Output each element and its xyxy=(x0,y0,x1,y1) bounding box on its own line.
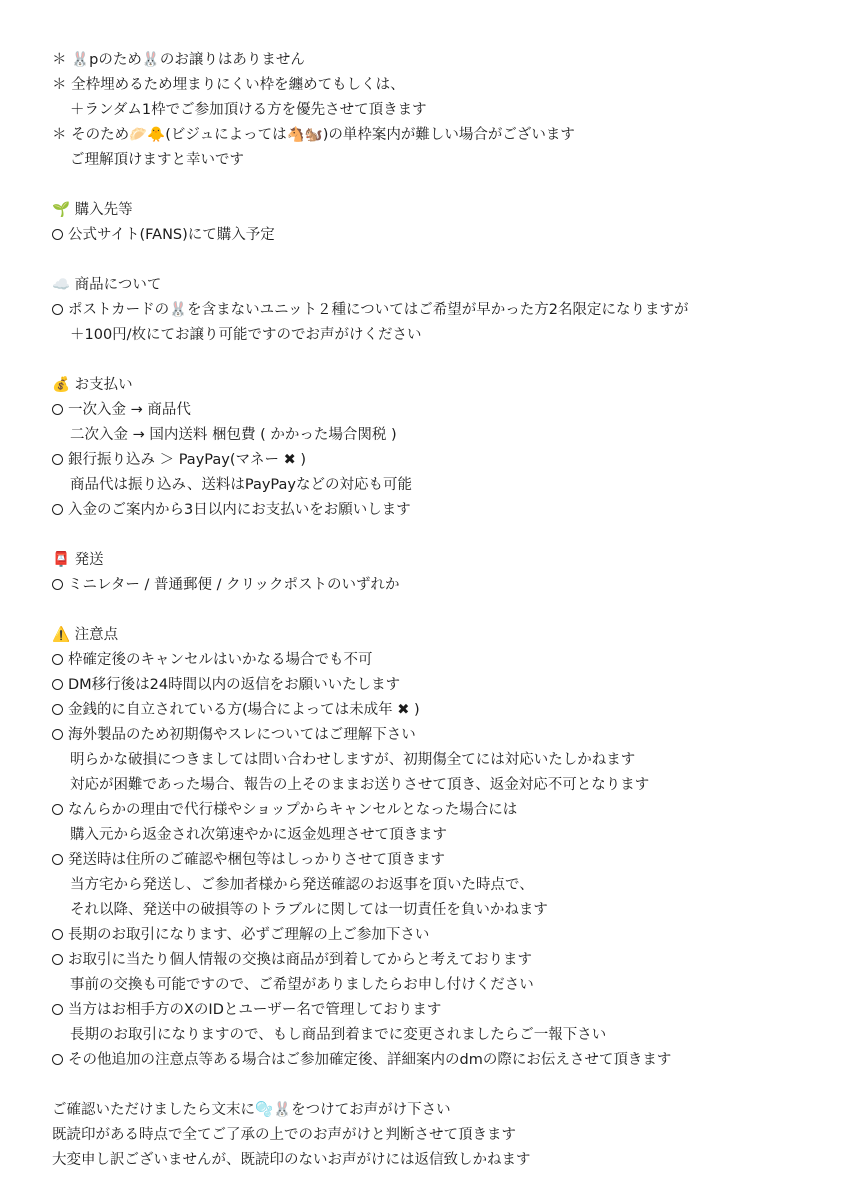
list-item-text: 発送時は住所のご確認や梱包等はしっかりさせて頂きます xyxy=(68,852,445,868)
list-item-continuation: 対応が困難であった場合、報告の上そのままお送りさせて頂き、返金対応不可となります xyxy=(70,777,650,793)
list-item-continuation: 商品代は振り込み、送料はPayPayなどの対応も可能 xyxy=(70,477,412,493)
document-body xyxy=(52,48,832,1173)
list-item xyxy=(52,948,832,973)
closing-line-3: 大変申し訳ございませんが、既読印のないお声がけには返信致しかねます xyxy=(52,1152,531,1168)
intro-line-5: ご理解頂けますと幸いです xyxy=(70,152,244,168)
list-item xyxy=(52,923,832,948)
list-item-text: 当方はお相手方のXのIDとユーザー名で管理しております xyxy=(68,1002,442,1018)
list-item-continuation: ＋100円/枚にてお譲り可能ですのでお声がけください xyxy=(70,327,422,343)
closing-line-1: ご確認いただけましたら文末に🫧🐰をつけてお声がけ下さい xyxy=(52,1102,451,1118)
section-heading-product: ☁️ 商品について xyxy=(52,277,162,293)
list-item-continuation: 明らかな破損につきましては問い合わせしますが、初期傷全てには対応いたしかねます xyxy=(70,752,636,768)
circle-bullet-icon xyxy=(52,654,63,665)
intro-line-4: ＊ そのため🥟🐥(ビジュによっては🐴🐿️)の単枠案内が難しい場合がございます xyxy=(52,127,575,143)
list-item xyxy=(52,223,832,248)
circle-bullet-icon xyxy=(52,404,63,415)
list-item xyxy=(52,798,832,823)
list-item-text: 公式サイト(FANS)にて購入予定 xyxy=(68,227,275,243)
circle-bullet-icon xyxy=(52,704,63,715)
section-heading-purchase: 🌱 購入先等 xyxy=(52,202,133,218)
list-item xyxy=(52,398,832,423)
list-item-text: お取引に当たり個人情報の交換は商品が到着してからと考えております xyxy=(68,952,532,968)
section-heading-notes: ⚠️ 注意点 xyxy=(52,627,119,643)
list-item-text: 入金のご案内から3日以内にお支払いをお願いします xyxy=(68,502,411,518)
list-item xyxy=(52,573,832,598)
list-item-text: DM移行後は24時間以内の返信をお願いいたします xyxy=(68,677,401,693)
circle-bullet-icon xyxy=(52,929,63,940)
circle-bullet-icon xyxy=(52,579,63,590)
list-item-text: その他追加の注意点等ある場合はご参加確定後、詳細案内のdmの際にお伝えさせて頂きます xyxy=(68,1052,672,1068)
circle-bullet-icon xyxy=(52,229,63,240)
list-item xyxy=(52,723,832,748)
list-item xyxy=(52,673,832,698)
list-item xyxy=(52,1048,832,1073)
list-item-continuation: 二次入金 → 国内送料 梱包費 ( かかった場合関税 ) xyxy=(70,427,397,443)
circle-bullet-icon xyxy=(52,454,63,465)
circle-bullet-icon xyxy=(52,1004,63,1015)
circle-bullet-icon xyxy=(52,1054,63,1065)
list-item-continuation: 購入元から返金され次第速やかに返金処理させて頂きます xyxy=(70,827,447,843)
list-item-text: 長期のお取引になります、必ずご理解の上ご参加下さい xyxy=(68,927,430,943)
circle-bullet-icon xyxy=(52,304,63,315)
list-item-text: 海外製品のため初期傷やスレについてはご理解下さい xyxy=(68,727,416,743)
list-item xyxy=(52,448,832,473)
circle-bullet-icon xyxy=(52,854,63,865)
list-item-text: 一次入金 → 商品代 xyxy=(68,402,191,418)
intro-line-1: ＊ 🐰pのため🐰のお譲りはありません xyxy=(52,52,305,68)
list-item-continuation: 長期のお取引になりますので、もし商品到着までに変更されましたらご一報下さい xyxy=(70,1027,607,1043)
closing-line-2: 既読印がある時点で全てご了承の上でのお声がけと判断させて頂きます xyxy=(52,1127,516,1143)
list-item xyxy=(52,998,832,1023)
section-heading-payment: 💰 お支払い xyxy=(52,377,133,393)
list-item-text: 枠確定後のキャンセルはいかなる場合でも不可 xyxy=(68,652,373,668)
circle-bullet-icon xyxy=(52,804,63,815)
list-item-text: ミニレター / 普通郵便 / クリックポストのいずれか xyxy=(68,577,400,593)
section-heading-shipping: 📮 発送 xyxy=(52,552,104,568)
circle-bullet-icon xyxy=(52,954,63,965)
list-item-continuation: 当方宅から発送し、ご参加者様から発送確認のお返事を頂いた時点で、 xyxy=(70,877,534,893)
intro-line-3: ＋ランダム1枠でご参加頂ける方を優先させて頂きます xyxy=(70,102,427,118)
list-item xyxy=(52,698,832,723)
list-item xyxy=(52,498,832,523)
list-item xyxy=(52,298,832,323)
list-item-continuation: それ以降、発送中の破損等のトラブルに関しては一切責任を負いかねます xyxy=(70,902,548,918)
circle-bullet-icon xyxy=(52,504,63,515)
circle-bullet-icon xyxy=(52,679,63,690)
list-item-text: 銀行振り込み ＞ PayPay(マネー ✖ ) xyxy=(68,452,307,468)
list-item xyxy=(52,648,832,673)
intro-line-2: ＊ 全枠埋めるため埋まりにくい枠を纏めてもしくは、 xyxy=(52,77,405,93)
list-item xyxy=(52,848,832,873)
list-item-text: ポストカードの🐰を含まないユニット２種についてはご希望が早かった方2名限定になりますが xyxy=(68,302,689,318)
list-item-text: なんらかの理由で代行様やショップからキャンセルとなった場合には xyxy=(68,802,518,818)
list-item-continuation: 事前の交換も可能ですので、ご希望がありましたらお申し付けください xyxy=(70,977,534,993)
list-item-text: 金銭的に自立されている方(場合によっては未成年 ✖ ) xyxy=(68,702,420,718)
circle-bullet-icon xyxy=(52,729,63,740)
